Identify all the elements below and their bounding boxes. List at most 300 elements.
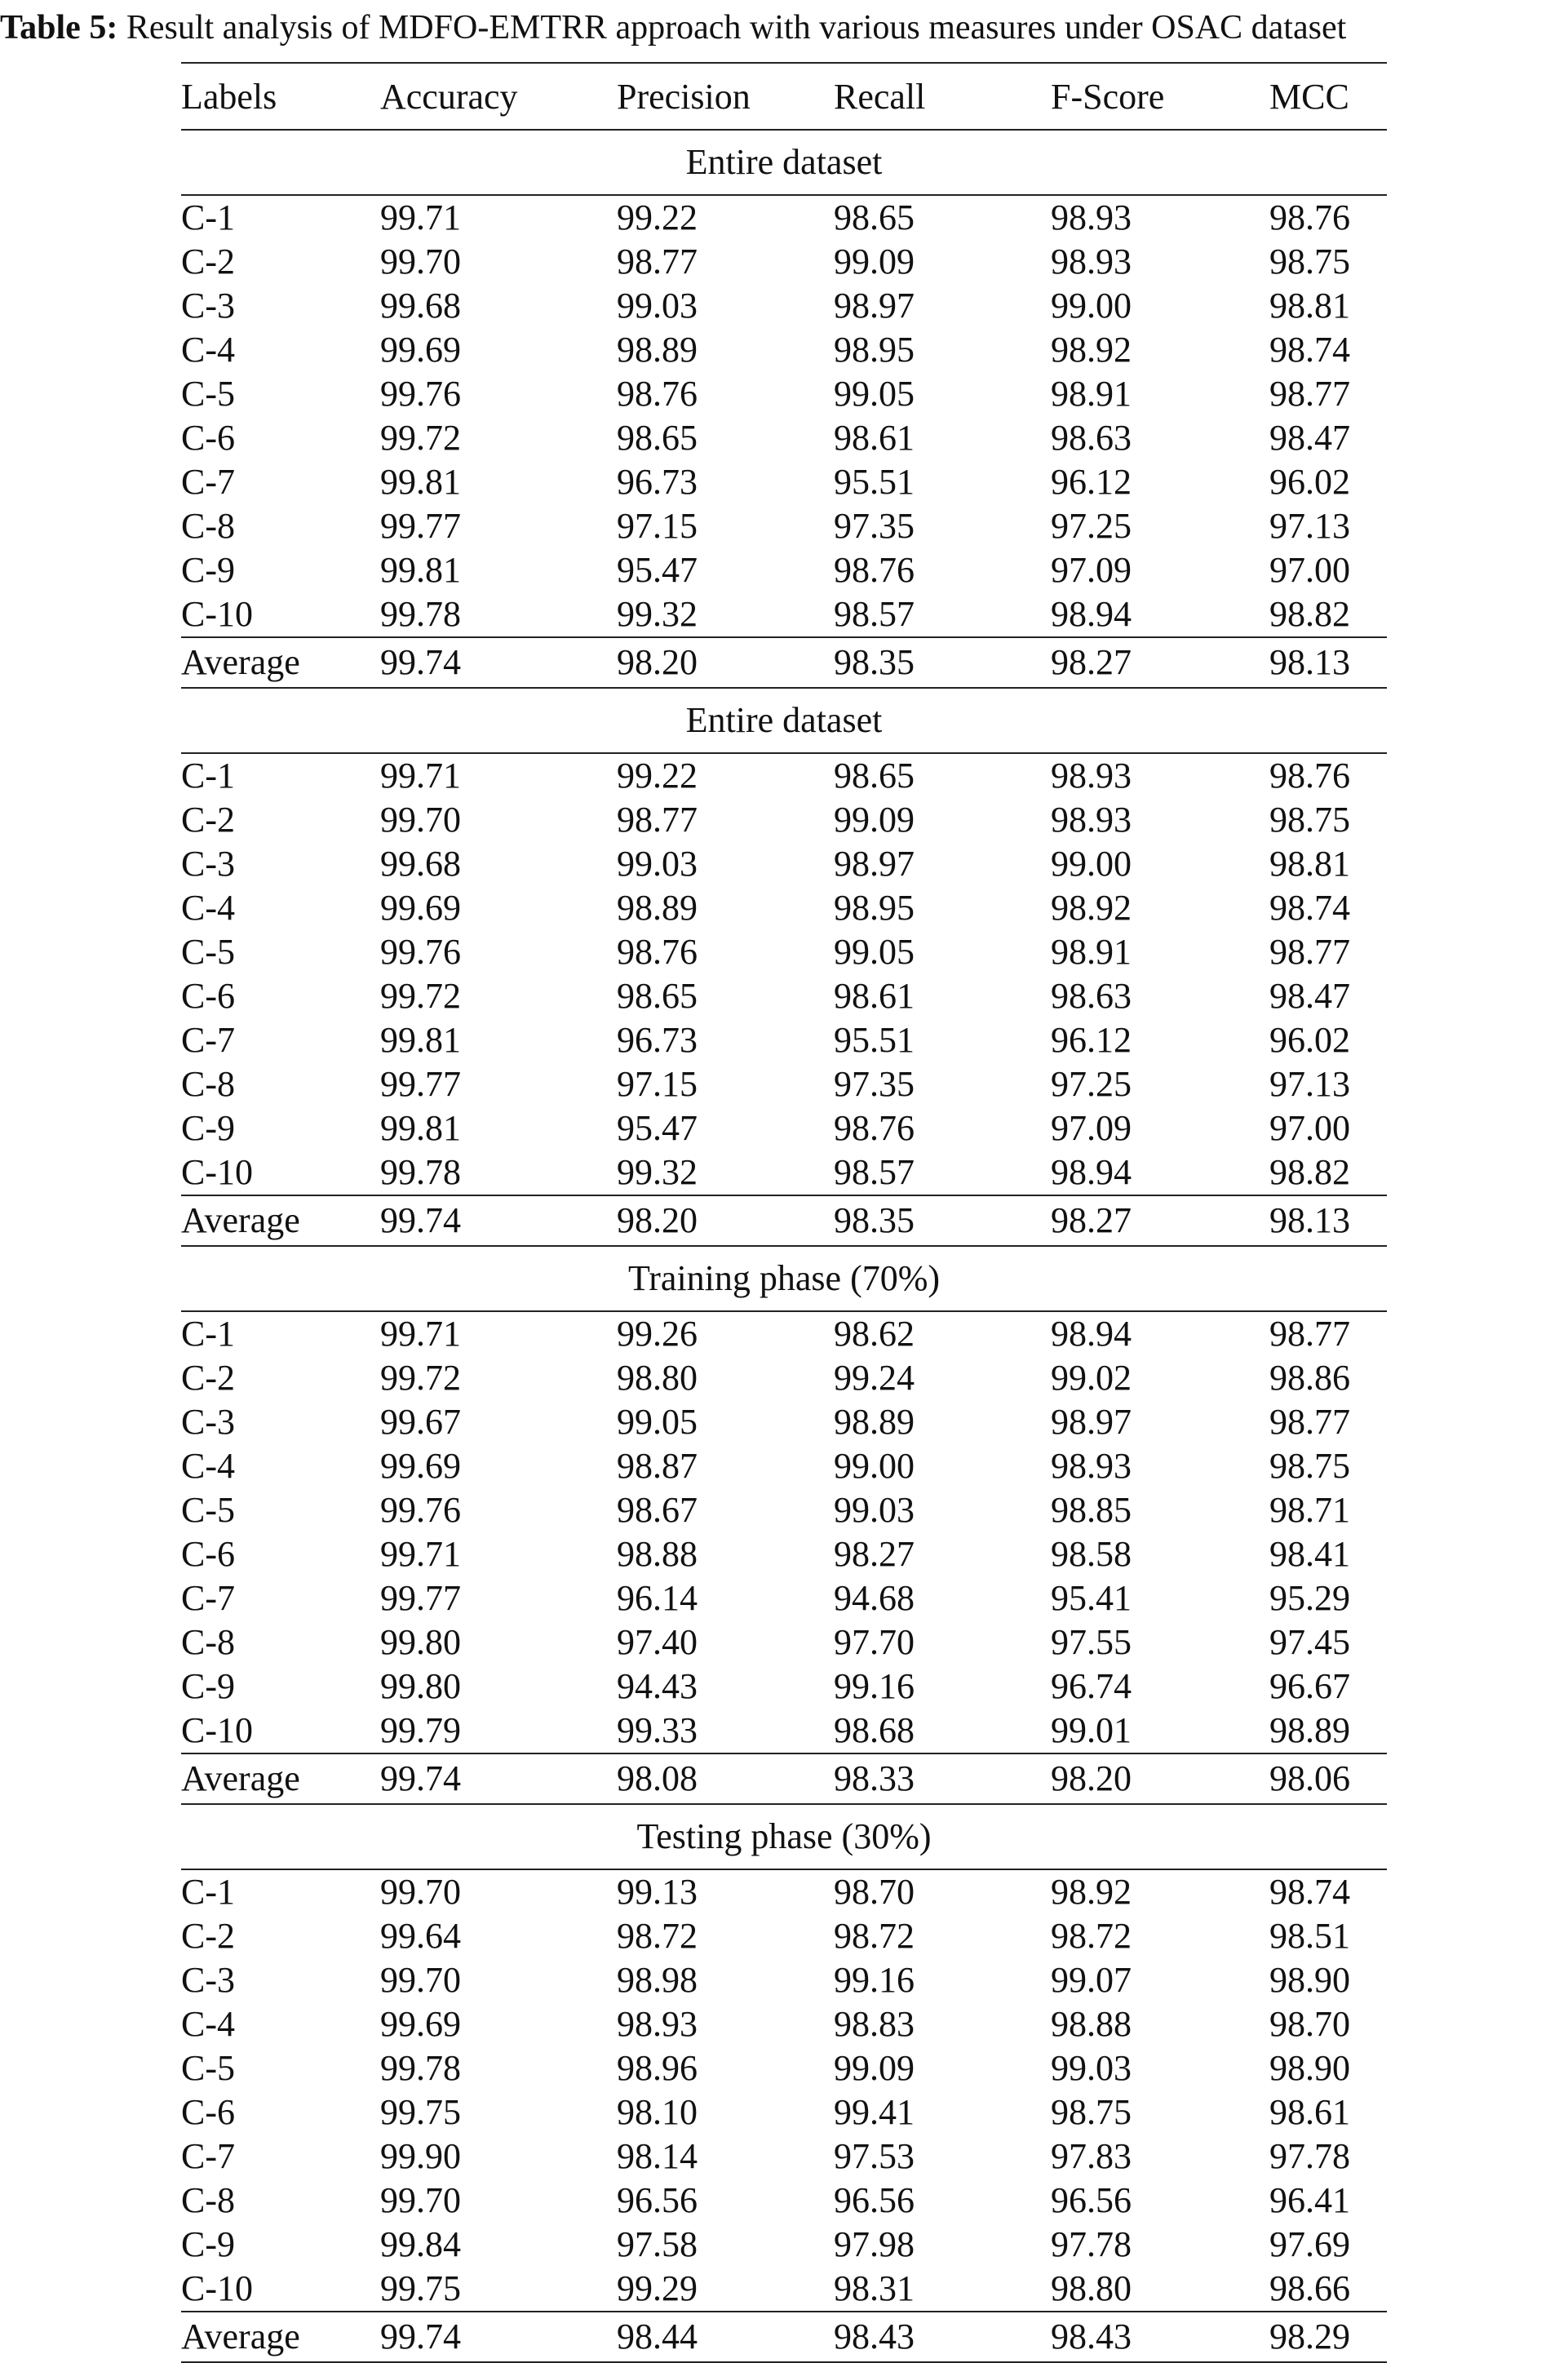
table-cell: 97.00: [1269, 550, 1350, 590]
header-row: [181, 63, 1387, 130]
row-label: C-10: [181, 1710, 253, 1750]
row-label: C-2: [181, 1916, 235, 1956]
table-row: [181, 416, 1387, 460]
average-row: [181, 637, 1387, 688]
table-cell: 97.09: [1051, 550, 1132, 590]
table-cell: 99.01: [1051, 1710, 1132, 1750]
row-label: C-6: [181, 1534, 235, 1574]
table-cell: 99.70: [380, 242, 461, 282]
table-row: [181, 753, 1387, 798]
row-label: C-7: [181, 1020, 235, 1060]
section-header-row: [181, 688, 1387, 753]
table-cell: 98.97: [834, 286, 915, 326]
row-label: C-7: [181, 2136, 235, 2176]
table-row: [181, 1709, 1387, 1753]
table-cell: 97.78: [1269, 2136, 1350, 2176]
table-cell: 96.56: [617, 2180, 698, 2220]
table-cell: 99.32: [617, 594, 698, 634]
table-cell: 98.76: [1269, 197, 1350, 237]
table-cell: 98.14: [617, 2136, 698, 2176]
table-row: [181, 798, 1387, 842]
table-cell: 99.05: [617, 1402, 698, 1442]
header-accuracy: Accuracy: [380, 63, 617, 130]
table-cell: 99.26: [617, 1314, 698, 1354]
row-label: C-3: [181, 1960, 235, 2000]
table-cell: 99.02: [1051, 1358, 1132, 1398]
average-label: Average: [181, 2312, 380, 2362]
table-cell: 99.22: [617, 756, 698, 796]
table-cell: 98.70: [1269, 2004, 1350, 2044]
row-label: C-9: [181, 1108, 235, 1148]
table-cell: 97.40: [617, 1622, 698, 1662]
average-cell: 99.74: [380, 637, 617, 688]
row-label: C-6: [181, 2092, 235, 2132]
table-cell: 97.00: [1269, 1108, 1350, 1148]
average-cell: 99.74: [380, 1195, 617, 1246]
row-label: C-1: [181, 1314, 235, 1354]
table-cell: 98.72: [617, 1916, 698, 1956]
table-row: [181, 460, 1387, 504]
table-cell: 99.76: [380, 1490, 461, 1530]
average-cell: 98.13: [1269, 637, 1387, 688]
table-cell: 98.96: [617, 2048, 698, 2088]
table-cell: 99.70: [380, 800, 461, 840]
table-cell: 97.55: [1051, 1622, 1132, 1662]
table-row: [181, 2002, 1387, 2046]
table-title: Result analysis of MDFO-EMTRR approach with various measures under OSAC dataset: [126, 9, 1347, 47]
header-labels: Labels: [181, 63, 380, 130]
table-cell: 99.05: [834, 374, 915, 414]
table-cell: 99.78: [380, 1152, 461, 1192]
table-cell: 99.78: [380, 2048, 461, 2088]
table-cell: 98.41: [1269, 1534, 1350, 1574]
table-row: [181, 1914, 1387, 1958]
table-cell: 97.35: [834, 506, 915, 546]
row-label: C-8: [181, 1622, 235, 1662]
table-cell: 99.33: [617, 1710, 698, 1750]
table-cell: 99.71: [380, 756, 461, 796]
table-cell: 98.82: [1269, 594, 1350, 634]
table-cell: 97.25: [1051, 506, 1132, 546]
table-cell: 98.95: [834, 330, 915, 370]
table-cell: 97.45: [1269, 1622, 1350, 1662]
table-cell: 97.15: [617, 1064, 698, 1104]
average-row: [181, 1195, 1387, 1246]
table-cell: 99.81: [380, 1020, 461, 1060]
table-cell: 98.80: [1051, 2268, 1132, 2308]
table-cell: 96.74: [1051, 1666, 1132, 1706]
table-cell: 98.93: [617, 2004, 698, 2044]
row-label: C-4: [181, 330, 235, 370]
table-cell: 99.05: [834, 932, 915, 972]
row-label: C-2: [181, 242, 235, 282]
table-row: [181, 1400, 1387, 1444]
table-cell: 98.75: [1269, 800, 1350, 840]
table-cell: 98.93: [1051, 800, 1132, 840]
header-precision: Precision: [617, 63, 834, 130]
table-cell: 99.77: [380, 1064, 461, 1104]
table-cell: 99.67: [380, 1402, 461, 1442]
table-cell: 98.31: [834, 2268, 915, 2308]
table-cell: 98.94: [1051, 1152, 1132, 1192]
row-label: C-10: [181, 1152, 253, 1192]
section-title: Entire dataset: [181, 130, 1387, 195]
table-body: [181, 130, 1387, 2362]
table-cell: 98.61: [834, 418, 915, 458]
row-label: C-8: [181, 2180, 235, 2220]
row-label: C-6: [181, 418, 235, 458]
table-cell: 97.98: [834, 2224, 915, 2264]
table-cell: 99.24: [834, 1358, 915, 1398]
table-row: [181, 1062, 1387, 1106]
row-label: C-4: [181, 888, 235, 928]
table-row: [181, 1356, 1387, 1400]
table-cell: 95.47: [617, 550, 698, 590]
row-label: C-10: [181, 594, 253, 634]
table-cell: 99.69: [380, 2004, 461, 2044]
table-row: [181, 240, 1387, 284]
table-cell: 98.89: [617, 330, 698, 370]
table-cell: 99.71: [380, 197, 461, 237]
row-label: C-8: [181, 1064, 235, 1104]
table-cell: 96.73: [617, 1020, 698, 1060]
table-row: [181, 1620, 1387, 1665]
table-cell: 99.41: [834, 2092, 915, 2132]
table-cell: 99.75: [380, 2268, 461, 2308]
table-cell: 98.76: [617, 932, 698, 972]
table-cell: 99.80: [380, 1622, 461, 1662]
row-label: C-3: [181, 844, 235, 884]
table-row: [181, 1665, 1387, 1709]
table-cell: 97.58: [617, 2224, 698, 2264]
table-cell: 99.32: [617, 1152, 698, 1192]
results-table: [181, 62, 1387, 2363]
table-cell: 98.76: [834, 1108, 915, 1148]
table-cell: 98.74: [1269, 888, 1350, 928]
table-cell: 97.35: [834, 1064, 915, 1104]
table-cell: 98.61: [834, 976, 915, 1016]
table-row: [181, 2135, 1387, 2179]
table-row: [181, 2046, 1387, 2090]
table-cell: 98.89: [617, 888, 698, 928]
table-cell: 99.69: [380, 1446, 461, 1486]
table-cell: 98.80: [617, 1358, 698, 1398]
table-cell: 95.47: [617, 1108, 698, 1148]
table-cell: 99.77: [380, 506, 461, 546]
table-caption: [0, 7, 1568, 49]
average-cell: 98.27: [1051, 1195, 1269, 1246]
row-label: C-2: [181, 1358, 235, 1398]
table-cell: 98.88: [617, 1534, 698, 1574]
table-row: [181, 195, 1387, 240]
row-label: C-6: [181, 976, 235, 1016]
table-cell: 98.70: [834, 1872, 915, 1912]
row-label: C-9: [181, 1666, 235, 1706]
table-row: [181, 1106, 1387, 1150]
table-cell: 98.97: [1051, 1402, 1132, 1442]
table-number: Table 5:: [0, 9, 118, 47]
table-cell: 98.76: [617, 374, 698, 414]
table-cell: 98.68: [834, 1710, 915, 1750]
row-label: C-1: [181, 1872, 235, 1912]
table-cell: 98.89: [834, 1402, 915, 1442]
table-cell: 98.57: [834, 594, 915, 634]
table-cell: 99.70: [380, 1960, 461, 2000]
table-cell: 95.41: [1051, 1578, 1132, 1618]
table-cell: 97.69: [1269, 2224, 1350, 2264]
table-cell: 98.77: [1269, 374, 1350, 414]
row-label: C-7: [181, 462, 235, 502]
table-cell: 98.77: [1269, 1314, 1350, 1354]
table-row: [181, 1018, 1387, 1062]
table-cell: 98.87: [617, 1446, 698, 1486]
table-cell: 97.15: [617, 506, 698, 546]
table-cell: 97.70: [834, 1622, 915, 1662]
table-cell: 99.09: [834, 242, 915, 282]
table-row: [181, 548, 1387, 592]
table-cell: 99.29: [617, 2268, 698, 2308]
row-label: C-2: [181, 800, 235, 840]
table-row: [181, 372, 1387, 416]
table-row: [181, 974, 1387, 1018]
average-cell: 98.33: [834, 1753, 1051, 1804]
row-label: C-1: [181, 197, 235, 237]
table-row: [181, 930, 1387, 974]
table-row: [181, 1576, 1387, 1620]
table-cell: 96.12: [1051, 1020, 1132, 1060]
table-cell: 98.66: [1269, 2268, 1350, 2308]
table-cell: 98.65: [617, 976, 698, 1016]
section-header-row: [181, 1246, 1387, 1311]
table-cell: 98.98: [617, 1960, 698, 2000]
table-cell: 99.69: [380, 330, 461, 370]
table-cell: 97.09: [1051, 1108, 1132, 1148]
table-cell: 98.82: [1269, 1152, 1350, 1192]
table-cell: 97.78: [1051, 2224, 1132, 2264]
table-cell: 96.73: [617, 462, 698, 502]
table-cell: 98.91: [1051, 374, 1132, 414]
table-cell: 99.72: [380, 976, 461, 1016]
average-row: [181, 1753, 1387, 1804]
row-label: C-4: [181, 1446, 235, 1486]
average-row: [181, 2312, 1387, 2362]
table-cell: 96.41: [1269, 2180, 1350, 2220]
header-mcc: MCC: [1269, 63, 1387, 130]
table-row: [181, 284, 1387, 328]
results-table-container: [181, 62, 1387, 2363]
table-cell: 99.70: [380, 2180, 461, 2220]
table-cell: 96.02: [1269, 1020, 1350, 1060]
table-cell: 97.13: [1269, 506, 1350, 546]
table-cell: 98.63: [1051, 418, 1132, 458]
table-cell: 99.81: [380, 1108, 461, 1148]
row-label: C-5: [181, 2048, 235, 2088]
table-cell: 99.72: [380, 418, 461, 458]
table-cell: 98.93: [1051, 756, 1132, 796]
table-cell: 98.77: [1269, 1402, 1350, 1442]
average-cell: 98.13: [1269, 1195, 1387, 1246]
table-cell: 98.27: [834, 1534, 915, 1574]
table-cell: 99.22: [617, 197, 698, 237]
table-cell: 99.03: [1051, 2048, 1132, 2088]
table-cell: 98.93: [1051, 242, 1132, 282]
average-cell: 98.20: [617, 637, 834, 688]
table-cell: 99.00: [1051, 286, 1132, 326]
average-cell: 99.74: [380, 2312, 617, 2362]
table-row: [181, 2179, 1387, 2223]
table-cell: 99.71: [380, 1534, 461, 1574]
section-header-row: [181, 130, 1387, 195]
table-cell: 97.13: [1269, 1064, 1350, 1104]
table-cell: 98.88: [1051, 2004, 1132, 2044]
table-cell: 99.09: [834, 2048, 915, 2088]
table-cell: 98.75: [1269, 1446, 1350, 1486]
table-cell: 98.92: [1051, 330, 1132, 370]
table-cell: 96.14: [617, 1578, 698, 1618]
average-label: Average: [181, 1753, 380, 1804]
table-row: [181, 592, 1387, 637]
table-cell: 98.86: [1269, 1358, 1350, 1398]
row-label: C-10: [181, 2268, 253, 2308]
row-label: C-4: [181, 2004, 235, 2044]
table-cell: 99.03: [617, 844, 698, 884]
table-cell: 99.81: [380, 550, 461, 590]
table-cell: 98.90: [1269, 1960, 1350, 2000]
average-cell: 98.27: [1051, 637, 1269, 688]
table-cell: 99.03: [617, 286, 698, 326]
table-cell: 98.71: [1269, 1490, 1350, 1530]
table-row: [181, 1958, 1387, 2002]
table-cell: 99.03: [834, 1490, 915, 1530]
table-cell: 98.10: [617, 2092, 698, 2132]
average-cell: 98.20: [617, 1195, 834, 1246]
table-cell: 98.76: [834, 550, 915, 590]
table-cell: 99.16: [834, 1960, 915, 2000]
row-label: C-9: [181, 2224, 235, 2264]
row-label: C-5: [181, 932, 235, 972]
table-cell: 95.51: [834, 462, 915, 502]
average-cell: 98.08: [617, 1753, 834, 1804]
table-cell: 98.65: [834, 197, 915, 237]
section-header-row: [181, 1804, 1387, 1869]
table-cell: 99.16: [834, 1666, 915, 1706]
table-cell: 98.65: [834, 756, 915, 796]
table-cell: 98.72: [834, 1916, 915, 1956]
section-title: Entire dataset: [181, 688, 1387, 753]
table-cell: 98.58: [1051, 1534, 1132, 1574]
table-cell: 99.78: [380, 594, 461, 634]
table-row: [181, 1532, 1387, 1576]
section-title: Testing phase (30%): [181, 1804, 1387, 1869]
table-cell: 99.72: [380, 1358, 461, 1398]
average-label: Average: [181, 1195, 380, 1246]
header-f-score: F-Score: [1051, 63, 1269, 130]
table-cell: 98.62: [834, 1314, 915, 1354]
table-cell: 97.83: [1051, 2136, 1132, 2176]
table-cell: 96.67: [1269, 1666, 1350, 1706]
table-cell: 98.77: [617, 242, 698, 282]
table-cell: 98.97: [834, 844, 915, 884]
table-cell: 99.90: [380, 2136, 461, 2176]
table-cell: 94.43: [617, 1666, 698, 1706]
average-cell: 98.06: [1269, 1753, 1387, 1804]
row-label: C-3: [181, 286, 235, 326]
table-cell: 98.83: [834, 2004, 915, 2044]
table-row: [181, 1869, 1387, 1914]
table-cell: 98.94: [1051, 594, 1132, 634]
table-cell: 99.81: [380, 462, 461, 502]
table-cell: 98.81: [1269, 844, 1350, 884]
table-row: [181, 504, 1387, 548]
table-cell: 98.76: [1269, 756, 1350, 796]
table-cell: 99.68: [380, 844, 461, 884]
table-cell: 99.76: [380, 932, 461, 972]
table-cell: 99.69: [380, 888, 461, 928]
table-cell: 99.77: [380, 1578, 461, 1618]
table-row: [181, 2090, 1387, 2135]
table-cell: 98.89: [1269, 1710, 1350, 1750]
table-cell: 98.91: [1051, 932, 1132, 972]
table-cell: 98.74: [1269, 1872, 1350, 1912]
table-row: [181, 1488, 1387, 1532]
table-row: [181, 1150, 1387, 1195]
table-row: [181, 2223, 1387, 2267]
table-cell: 94.68: [834, 1578, 915, 1618]
table-cell: 99.00: [1051, 844, 1132, 884]
average-cell: 99.74: [380, 1753, 617, 1804]
table-cell: 98.93: [1051, 1446, 1132, 1486]
table-row: [181, 842, 1387, 886]
table-cell: 99.13: [617, 1872, 698, 1912]
header-recall: Recall: [834, 63, 1051, 130]
table-cell: 98.67: [617, 1490, 698, 1530]
table-cell: 98.63: [1051, 976, 1132, 1016]
row-label: C-9: [181, 550, 235, 590]
table-cell: 99.84: [380, 2224, 461, 2264]
table-cell: 99.70: [380, 1872, 461, 1912]
table-cell: 98.81: [1269, 286, 1350, 326]
table-cell: 99.80: [380, 1666, 461, 1706]
table-cell: 99.07: [1051, 1960, 1132, 2000]
table-cell: 99.79: [380, 1710, 461, 1750]
table-cell: 98.95: [834, 888, 915, 928]
table-cell: 98.94: [1051, 1314, 1132, 1354]
table-cell: 98.65: [617, 418, 698, 458]
table-cell: 99.75: [380, 2092, 461, 2132]
average-cell: 98.43: [834, 2312, 1051, 2362]
table-row: [181, 1311, 1387, 1356]
table-cell: 98.90: [1269, 2048, 1350, 2088]
average-cell: 98.35: [834, 637, 1051, 688]
table-cell: 98.47: [1269, 976, 1350, 1016]
table-cell: 95.29: [1269, 1578, 1350, 1618]
table-cell: 99.64: [380, 1916, 461, 1956]
table-row: [181, 886, 1387, 930]
row-label: C-5: [181, 1490, 235, 1530]
row-label: C-1: [181, 756, 235, 796]
table-cell: 98.75: [1269, 242, 1350, 282]
table-cell: 96.56: [834, 2180, 915, 2220]
table-cell: 99.68: [380, 286, 461, 326]
row-label: C-3: [181, 1402, 235, 1442]
table-cell: 96.02: [1269, 462, 1350, 502]
average-cell: 98.43: [1051, 2312, 1269, 2362]
section-title: Training phase (70%): [181, 1246, 1387, 1311]
table-cell: 99.00: [834, 1446, 915, 1486]
table-cell: 98.72: [1051, 1916, 1132, 1956]
average-label: Average: [181, 637, 380, 688]
table-cell: 96.12: [1051, 462, 1132, 502]
